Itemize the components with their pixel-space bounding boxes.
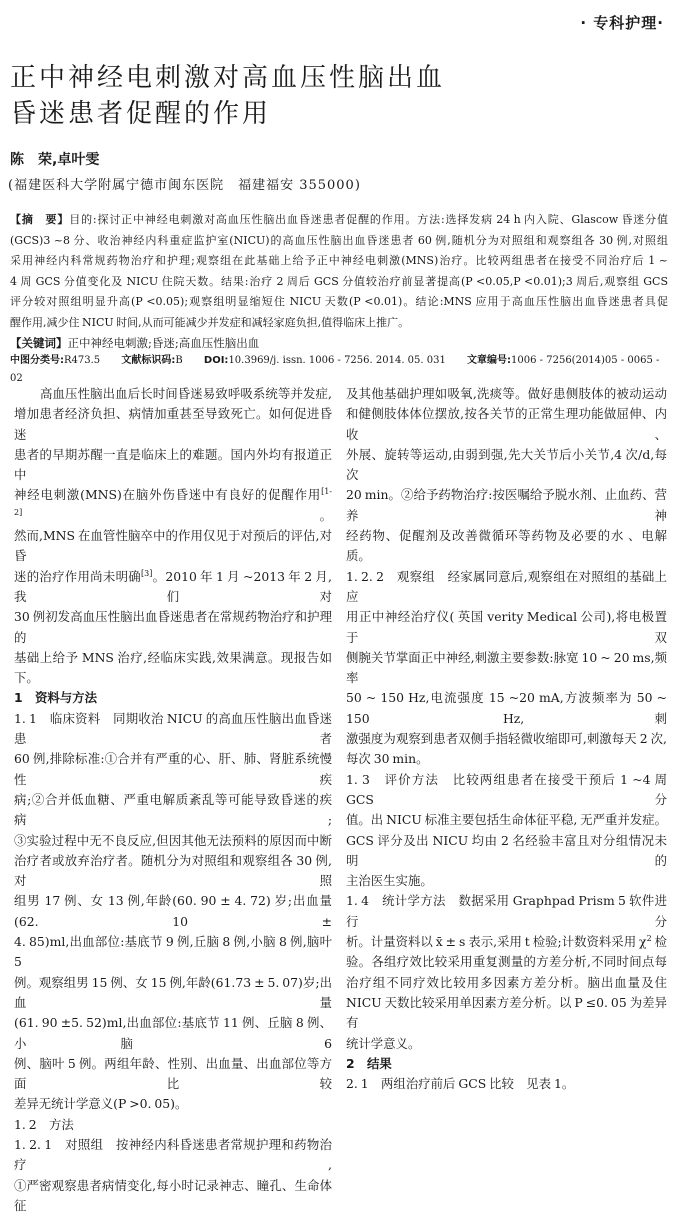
classification-line <box>10 352 668 388</box>
abstract-line: 4 周 GCS 分值变化及 NICU 住院天数。结果:治疗 2 周后 GCS 分值较治疗前显著提高(P <0.05,P <0.01);3 周后,观察组 GCS <box>10 274 668 288</box>
body-line: 然而,MNS 在血管性脑卒中的作用仅见于对预后的评估,对昏 <box>14 528 332 564</box>
body-line: ③实验过程中无不良反应,但因其他无法预料的原因而中断 <box>14 832 332 848</box>
body-line: 50 ~ 150 Hz,电流强度 15 ~20 mA,方波频率为 50 ~ 150 Hz,刺 <box>346 690 667 726</box>
document-code: 文献标识码:B <box>121 355 183 366</box>
body-line: 侧腕关节掌面正中神经,刺激主要参数:脉宽 10 ~ 20 ms,频率 <box>346 649 667 686</box>
body-line: 用正中神经治疗仪( 英国 verity Medical 公司),将电极置于双 <box>346 609 667 645</box>
abstract-line: 评分较对照组明显升高(P <0.05);观察组明显缩短住 NICU 天数(P <0.01)。结论:MNS 应用于高血压性脑出血昏迷患者具促 <box>10 295 668 308</box>
body-line: 值。出 NICU 标准主要包括生命体征平稳, 无严重并发症。 <box>346 812 668 828</box>
body-line: 1. 1 临床资料 同期收治 NICU 的高血压性脑出血昏迷患者 <box>14 710 332 747</box>
abstract-line: (GCS)3 ~8 分、收治神经内科重症监护室(NICU)的高血压性脑出血昏迷患者 60 例,随机分为对照组和观察组各 30 例,对照组 <box>10 233 668 247</box>
body-line: GCS 评分及出 NICU 均由 2 名经验丰富且对分组情况未明的 <box>346 832 667 868</box>
body-line: 1. 3 评价方法 比较两组患者在接受干预后 1 ~4 周 GCS 分 <box>346 771 667 807</box>
body-line: 增加患者经济负担、病情加重甚至导致死亡。如何促进昏迷 <box>14 406 332 442</box>
body-line: 例、脑叶 5 例。两组年龄、性别、出血量、出血部位等方面比较 <box>14 1055 332 1092</box>
abstract-line: 醒作用,减少住 NICU 时间,从而可能减少并发症和减轻家庭负担,值得临床上推广。 <box>10 315 410 329</box>
body-line: 析。计量资料以 x̄ ± s 表示,采用 t 检验;计数资料采用 $\chi^2$ 检 <box>346 933 667 950</box>
body-line: 神经电刺激(MNS)在脑外伤昏迷中有良好的促醒作用[1-2]。 <box>14 487 332 523</box>
keywords-text: 正中神经电刺激;昏迷;高血压性脑出血 <box>67 336 260 350</box>
body-column-left <box>14 384 332 1216</box>
body-line: 1. 2 方法 <box>14 1116 74 1132</box>
citation-superscript: 2 <box>646 933 652 943</box>
body-line: 4. 85)ml,出血部位:基底节 9 例,丘脑 8 例,小脑 8 例,脑叶 5 <box>14 934 332 970</box>
body-line: 例。观察组男 15 例、女 15 例,年龄(61.73 ± 5. 07)岁;出血量 <box>14 974 332 1010</box>
title-line: 正中神经电刺激对高血压性脑出血 <box>10 63 446 93</box>
abstract <box>10 210 668 333</box>
body-line: 2. 1 两组治疗前后 GCS 比较 见表 1。 <box>346 1076 575 1092</box>
body-line: 高血压性脑出血后长时间昏迷易致呼吸系统等并发症, <box>40 386 332 401</box>
citation-superscript: [1-2] <box>14 487 332 517</box>
clc-number: 中图分类号:R473.5 <box>10 355 101 366</box>
body-line: 20 min。②给予药物治疗:按医嘱给予脱水剂、止血药、营养神 <box>346 487 667 523</box>
body-line: (61. 90 ±5. 52)ml,出血部位:基底节 11 例、丘脑 8 例、小脑 6 <box>14 1015 332 1051</box>
body-line: 组男 17 例、女 13 例,年龄(60. 90 ± 4. 72) 岁;出血量(62. 10 ± <box>14 893 332 929</box>
body-line: 1. 2. 2 观察组 经家属同意后,观察组在对照组的基础上应 <box>346 568 667 604</box>
body-line: 60 例,排除标准:①合并有严重的心、肝、肺、肾脏系统慢性疾 <box>14 751 332 787</box>
article-title <box>10 60 445 132</box>
title-line: 昏迷患者促醒的作用 <box>10 99 272 129</box>
authors: 陈 荣,卓叶雯 <box>10 152 100 168</box>
section-heading: 2 结果 <box>346 1055 392 1071</box>
body-line: 及其他基础护理如吸氧,洗痰等。做好患侧肢体的被动运动 <box>346 386 667 401</box>
body-line: 差异无统计学意义(P >0. 05)。 <box>14 1096 188 1112</box>
body-line: 主治医生实施。 <box>346 873 433 889</box>
body-line: 病;②合并低血糖、严重电解质紊乱等可能导致昏迷的疾病; <box>14 791 332 828</box>
article-number: 文章编号:1006 - 7256(2014)05 - 0065 - 02 <box>10 355 660 384</box>
body-line: 统计学意义。 <box>346 1035 421 1051</box>
citation-superscript: [3] <box>140 568 153 578</box>
journal-section-tag: · 专科护理· <box>580 14 664 32</box>
body-line: 验。各组疗效比较采用重复测量的方差分析,不同时间点每 <box>346 954 667 970</box>
body-line: 1. 4 统计学方法 数据采用 Graphpad Prism 5 软件进行分 <box>346 893 667 929</box>
body-line: 30 例初发高血压性脑出血昏迷患者在常规药物治疗和护理的 <box>14 609 332 645</box>
keywords <box>10 333 668 353</box>
abstract-label: 【摘 要】 <box>10 213 70 226</box>
body-line: 外展、旋转等运动,由弱到强,先大关节后小关节,4 次/d,每次 <box>346 446 667 483</box>
body-line: 迷的治疗作用尚未明确[3]。2010 年 1 月 ~2013 年 2 月,我们对 <box>14 568 332 604</box>
body-line: 1. 2. 1 对照组 按神经内科昏迷患者常规护理和药物治疗, <box>14 1136 332 1173</box>
doi: DOI:10.3969/j. issn. 1006 - 7256. 2014. 05. 031 <box>203 355 446 366</box>
body-line: ①严密观察患者病情变化,每小时记录神志、瞳孔、生命体征 <box>14 1177 332 1213</box>
body-line: 治疗组不同疗效比较用多因素方差分析。脑出血量及住 <box>346 974 667 990</box>
keywords-label: 【关键词】 <box>10 336 68 350</box>
body-line: 每次 30 min。 <box>346 751 429 767</box>
body-line: 基础上给予 MNS 治疗,经临床实践,效果满意。现报告如下。 <box>14 649 332 686</box>
body-line: NICU 天数比较采用单因素方差分析。以 P ≤0. 05 为差异有 <box>346 994 667 1031</box>
body-line: 患者的早期苏醒一直是临床上的难题。国内外均有报道正中 <box>14 446 332 483</box>
abstract-line: 【摘 要】目的:探讨正中神经电刺激对高血压性脑出血昏迷患者促醒的作用。方法:选择发病 24 h 内入院、Glascow 昏迷分值 <box>10 213 669 226</box>
affiliation: (福建医科大学附属宁德市闽东医院 福建福安 355000) <box>8 178 361 193</box>
body-line: 和健侧肢体体位摆放,按各关节的正常生理功能做屈伸、内收、 <box>346 406 667 442</box>
body-column-right <box>346 384 667 1094</box>
section-heading: 1 资料与方法 <box>14 690 97 706</box>
abstract-line: 采用神经内科常规药物治疗和护理;观察组在此基础上给予正中神经电刺激(MNS)治疗。比较两组患者在接受不同治疗后 1 ~ <box>10 254 668 267</box>
body-line: 经药物、促醒剂及改善微循环等药物及必要的水 、电解质。 <box>346 528 667 564</box>
body-line: 治疗者或放弃治疗者。随机分为对照组和观察组各 30 例,对照 <box>14 852 332 889</box>
body-line: 激强度为观察到患者双侧手指轻微收缩即可,刺激每天 2 次, <box>346 731 667 747</box>
